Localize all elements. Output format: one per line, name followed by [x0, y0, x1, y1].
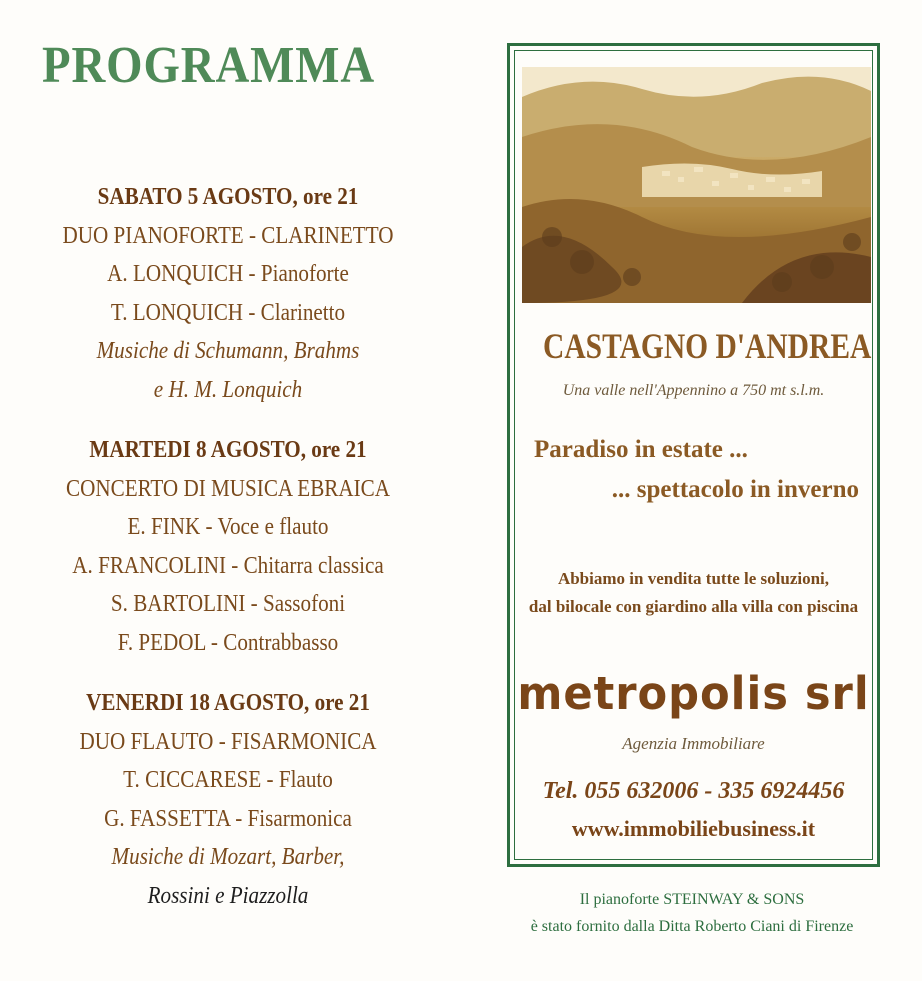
event-detail-line: A. LONQUICH - Pianoforte — [107, 261, 349, 287]
event-detail-line: e H. M. Lonquich — [153, 376, 303, 403]
advertisement-box — [507, 43, 880, 867]
event-detail-line: S. BARTOLINI - Sassofoni — [110, 591, 346, 617]
event-detail-line: F. PEDOL - Contrabbasso — [117, 629, 339, 656]
event-detail-line: T. CICCARESE - Flauto — [123, 767, 333, 793]
sponsor-note-line-2: è stato fornito dalla Ditta Roberto Ciani di Firenze — [530, 918, 854, 935]
slogan-winter: ... spettacolo in inverno — [611, 476, 859, 503]
event-detail-line: G. FASSETTA - Fisarmonica — [104, 805, 352, 832]
event-detail-line: Musiche di Mozart, Barber, — [111, 844, 345, 870]
phone-numbers: Tel. 055 632006 - 335 6924456 — [542, 778, 845, 804]
program-event — [0, 178, 456, 409]
program-event — [0, 684, 456, 915]
event-detail-line: A. FRANCOLINI - Chitarra classica — [72, 552, 384, 579]
offer-text — [510, 565, 877, 621]
sponsor-note-line-1: Il pianoforte STEINWAY & SONS — [579, 891, 805, 908]
event-detail-line: Musiche di Schumann, Brahms — [96, 338, 360, 364]
event-detail-line: CONCERTO DI MUSICA EBRAICA — [66, 475, 390, 502]
brand-logo-text: metropolis srl — [517, 667, 870, 720]
event-detail-line: DUO PIANOFORTE - CLARINETTO — [62, 222, 394, 249]
event-detail-line: E. FINK - Voce e flauto — [127, 514, 329, 540]
program-event — [0, 431, 456, 662]
event-heading: SABATO 5 AGOSTO, ore 21 — [97, 184, 359, 210]
event-detail-line: DUO FLAUTO - FISARMONICA — [79, 728, 377, 755]
sponsor-note — [486, 886, 898, 940]
valley-landscape-photo — [522, 67, 871, 303]
event-heading: VENERDI 18 AGOSTO, ore 21 — [86, 690, 370, 716]
event-detail-line: T. LONQUICH - Clarinetto — [110, 299, 346, 326]
agency-label: Agenzia Immobiliare — [622, 734, 765, 753]
place-name: CASTAGNO D'ANDREA — [543, 326, 872, 366]
place-subtitle: Una valle nell'Appennino a 750 mt s.l.m. — [562, 382, 825, 399]
offer-line-2: dal bilocale con giardino alla villa con piscina — [528, 597, 859, 616]
slogan-summer: Paradiso in estate ... — [534, 436, 748, 463]
program-list — [0, 178, 456, 937]
event-heading: MARTEDI 8 AGOSTO, ore 21 — [89, 437, 367, 463]
page-title: PROGRAMMA — [42, 37, 376, 94]
website-link[interactable]: www.immobiliebusiness.it — [571, 816, 816, 841]
event-detail-line: Rossini e Piazzolla — [147, 882, 309, 909]
offer-line-1: Abbiamo in vendita tutte le soluzioni, — [557, 569, 830, 588]
